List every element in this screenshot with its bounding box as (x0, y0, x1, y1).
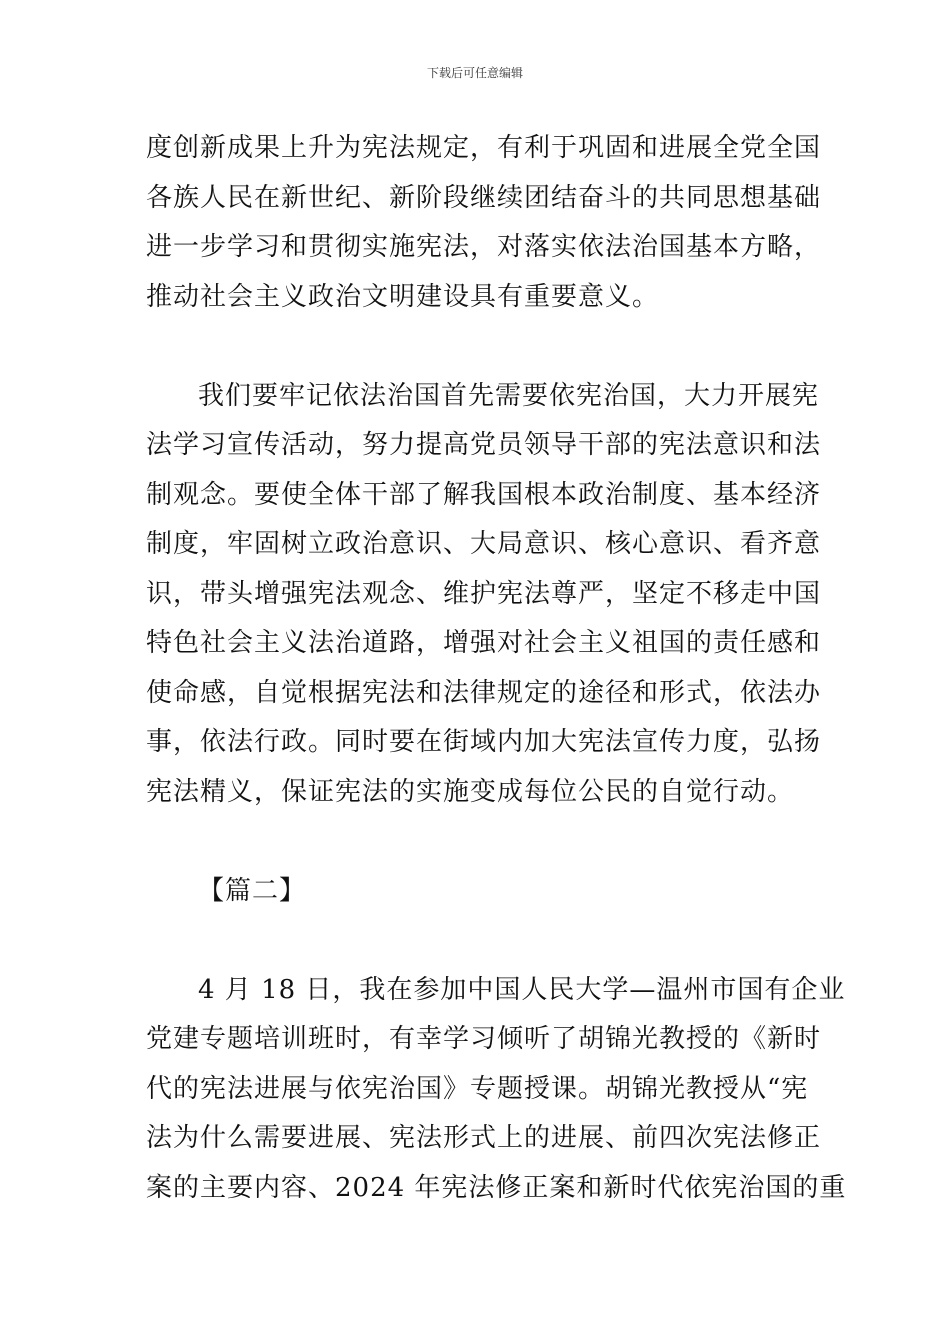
text-line: 代的宪法进展与依宪治国》专题授课。胡锦光教授从“宪 (146, 1073, 809, 1104)
text-line: 推动社会主义政治文明建设具有重要意义。 (146, 281, 660, 312)
paragraph (146, 124, 822, 322)
paragraph-spacer (146, 916, 806, 966)
text-line: 4 月 18 日，我在参加中国人民大学—温州市国有企业 (198, 974, 846, 1005)
text-line: 法为什么需要进展、宪法形式上的进展、前四次宪法修正 (146, 1123, 822, 1153)
paragraph (146, 966, 847, 1214)
text-line: 宪法精义，保证宪法的实施变成每位公民的自觉行动。 (146, 776, 795, 807)
text-line: 法学习宣传活动，努力提高党员领导干部的宪法意识和法 (146, 430, 822, 460)
text-line: 案的主要内容、2024 年宪法修正案和新时代依宪治国的重 (146, 1172, 847, 1203)
paragraph (146, 372, 822, 818)
document-body (146, 124, 847, 1213)
text-line: 特色社会主义法治道路，增强对社会主义祖国的责任感和 (146, 628, 822, 658)
page-header-note: 下载后可任意编辑 (426, 66, 523, 80)
section-heading: 【篇二】 (198, 875, 307, 906)
text-line: 制度，牢固树立政治意识、大局意识、核心意识、看齐意 (146, 529, 822, 559)
text-line: 进一步学习和贯彻实施宪法，对落实依法治国基本方略， (146, 232, 822, 262)
text-line: 我们要牢记依法治国首先需要依宪治国，大力开展宪 (198, 380, 820, 411)
text-line: 制观念。要使全体干部了解我国根本政治制度、基本经济 (146, 479, 822, 510)
paragraph-spacer (146, 322, 806, 372)
text-line: 度创新成果上升为宪法规定，有利于巩固和进展全党全国 (146, 133, 822, 163)
text-line: 使命感，自觉根据宪法和法律规定的途径和形式，依法办 (146, 677, 822, 708)
text-line: 各族人民在新世纪、新阶段继续团结奋斗的共同思想基础 (146, 182, 822, 213)
text-line: 事，依法行政。同时要在街域内加大宪法宣传力度，弘扬 (146, 727, 822, 757)
paragraph-spacer (146, 817, 806, 867)
text-line: 识，带头增强宪法观念、维护宪法尊严，坚定不移走中国 (146, 578, 822, 609)
text-line: 党建专题培训班时，有幸学习倾听了胡锦光教授的《新时 (146, 1024, 822, 1054)
